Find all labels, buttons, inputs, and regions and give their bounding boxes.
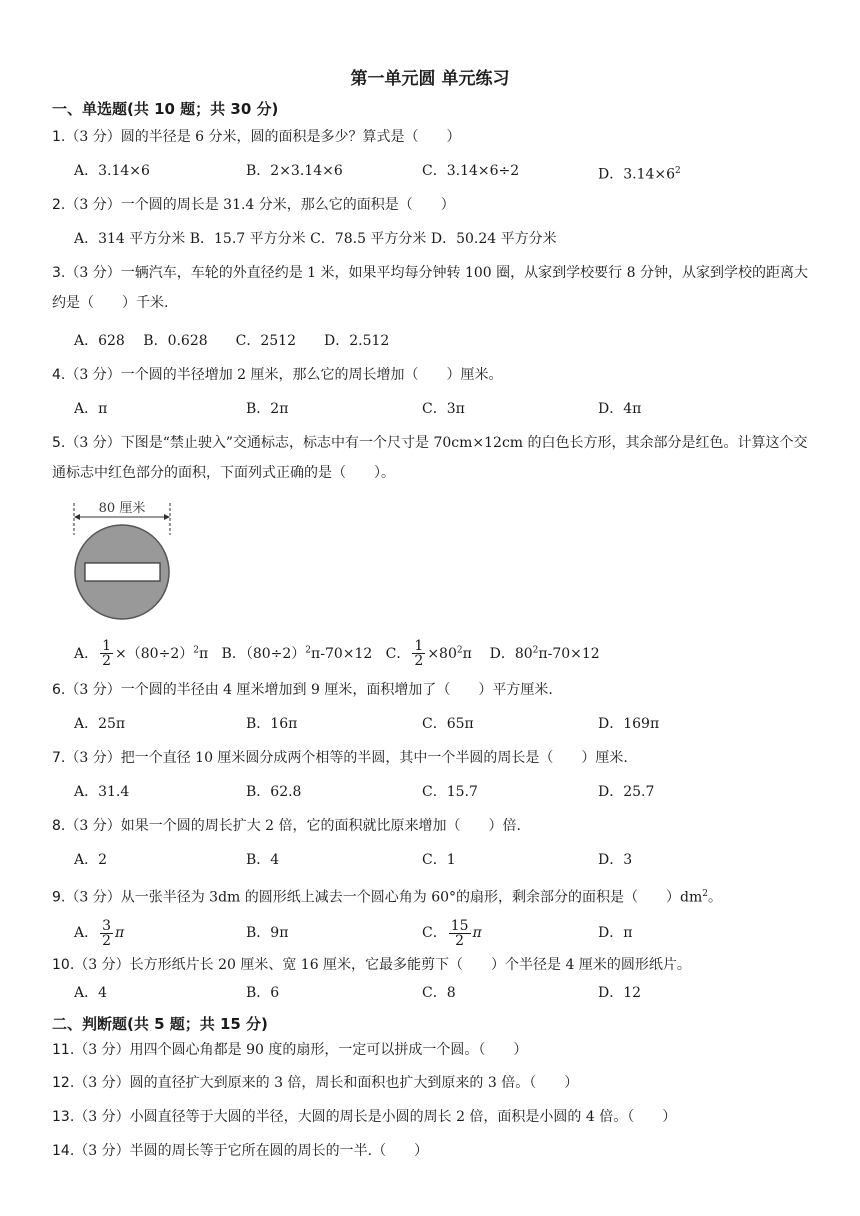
option-c[interactable]: C．15.7 <box>422 784 478 800</box>
question-text: （3 分）一个圆的周长是 31.4 分米，那么它的面积是（ ） <box>65 197 455 213</box>
option-a-label: A． <box>74 925 99 941</box>
option-d-tail: π-70×12 <box>538 645 600 662</box>
question-9 <box>52 879 814 913</box>
dimension-arrow-right <box>164 514 170 520</box>
option-a-pi: π <box>198 645 209 662</box>
option-c-pi: π <box>462 645 472 662</box>
option-d[interactable]: D．4π <box>598 401 642 417</box>
option-c-text: ×80 <box>427 645 457 662</box>
option-c[interactable]: C．8 <box>422 985 456 1001</box>
section-heading-single-choice: 一、单选题(共 10 题；共 30 分) <box>52 100 279 118</box>
option-d[interactable]: D．12 <box>598 985 642 1001</box>
fraction <box>412 639 425 668</box>
superscript: 2 <box>456 645 463 655</box>
option-b[interactable] <box>222 646 373 662</box>
option-a[interactable]: A．2 <box>74 852 108 868</box>
option-b[interactable]: B．9π <box>246 925 289 941</box>
question-text: （3 分）一个圆的半径由 4 厘米增加到 9 厘米，面积增加了（ ）平方厘米. <box>65 682 553 698</box>
question-text: （3 分）长方形纸片长 20 厘米、宽 16 厘米，它最多能剪下（ ）个半径是 4 厘米的圆形纸片。 <box>74 957 691 973</box>
superscript: 2 <box>532 645 539 655</box>
denominator: 2 <box>102 653 112 670</box>
denominator: 2 <box>414 653 424 670</box>
option-a-label: A． <box>74 645 99 662</box>
question-number: 10. <box>52 957 75 973</box>
option-c[interactable]: C．65π <box>422 716 474 732</box>
sign-white-rectangle <box>85 563 160 581</box>
options-8 <box>74 845 814 875</box>
option-b[interactable]: B．4 <box>246 852 280 868</box>
fraction <box>449 919 471 948</box>
option-d[interactable]: D．25.7 <box>598 784 655 800</box>
question-text: （3 分）如果一个圆的周长扩大 2 倍，它的面积就比原来增加（ ）倍. <box>65 818 521 834</box>
numerator: 1 <box>102 638 112 655</box>
options-9 <box>74 913 814 953</box>
question-number: 11. <box>52 1042 75 1058</box>
options-4 <box>74 394 814 424</box>
question-number: 7. <box>52 750 66 766</box>
option-d[interactable]: D．π <box>598 925 633 941</box>
question-number: 13. <box>52 1109 75 1125</box>
question-number: 8. <box>52 818 66 834</box>
question-number: 9. <box>52 889 66 906</box>
question-text: （3 分）从一张半径为 3dm 的圆形纸上减去一个圆心角为 60°的扇形，剩余部分的面积是（ ）dm <box>65 889 703 906</box>
option-b[interactable]: B．6 <box>246 985 280 1001</box>
superscript: 2 <box>702 889 708 899</box>
option-a[interactable]: A．25π <box>74 716 126 732</box>
question-text: （3 分）半圆的周长等于它所在圆的周长的一半.（ ） <box>74 1143 429 1159</box>
option-b[interactable]: B．62.8 <box>246 784 302 800</box>
options-1 <box>74 156 814 186</box>
question-text: （3 分）小圆直径等于大圆的半径，大圆的周长是小圆的周长 2 倍，面积是小圆的 4 倍。（ ） <box>74 1109 677 1125</box>
question-11 <box>52 1035 814 1065</box>
question-1 <box>52 122 814 152</box>
question-number: 2. <box>52 197 66 213</box>
options-2[interactable]: A．314 平方分米 B．15.7 平方分米 C．78.5 平方分米 D．50.24 平方分米 <box>74 231 557 247</box>
option-a[interactable] <box>74 638 209 670</box>
question-number: 12. <box>52 1075 75 1091</box>
question-text: （3 分）下图是“禁止驶入”交通标志，标志中有一个尺寸是 70cm×12cm 的白色长方形，其余部分是红色。计算这个交通标志中红色部分的面积，下面列式正确的是（ ）。 <box>52 435 808 481</box>
question-14 <box>52 1136 814 1166</box>
no-entry-sign-figure <box>68 495 178 625</box>
dimension-label: 80 厘米 <box>98 501 146 516</box>
option-c[interactable]: C．3π <box>422 401 465 417</box>
question-text-end: 。 <box>708 889 722 906</box>
options-10 <box>74 978 814 1008</box>
option-d[interactable]: D．169π <box>598 716 660 732</box>
superscript: 2 <box>675 166 681 176</box>
question-text: （3 分）圆的半径是 6 分米，圆的面积是多少？算式是（ ） <box>65 129 461 145</box>
option-c-label: C． <box>422 925 447 941</box>
option-b[interactable]: B．16π <box>246 716 298 732</box>
option-c[interactable]: C．1 <box>422 852 456 868</box>
numerator: 15 <box>450 917 469 934</box>
option-c[interactable] <box>385 638 472 670</box>
question-number: 3. <box>52 265 66 281</box>
option-a[interactable]: A．31.4 <box>74 784 130 800</box>
question-7 <box>52 743 814 773</box>
option-a[interactable]: A．π <box>74 401 108 417</box>
question-10 <box>52 950 814 980</box>
option-d[interactable] <box>598 156 681 190</box>
superscript: 2 <box>305 645 312 655</box>
option-b-text: B．（80÷2） <box>221 645 306 662</box>
fraction <box>100 919 113 948</box>
question-text: （3 分）圆的直径扩大到原来的 3 倍，周长和面积也扩大到原来的 3 倍。（ ） <box>74 1075 579 1091</box>
option-c[interactable] <box>422 913 482 953</box>
option-b[interactable]: B．2×3.14×6 <box>246 163 343 179</box>
question-text: （3 分）用四个圆心角都是 90 度的扇形，一定可以拼成一个圆。（ ） <box>74 1042 528 1058</box>
options-3[interactable]: A．628 B．0.628 C．2512 D．2.512 <box>74 333 390 349</box>
dimension-arrow-left <box>74 514 80 520</box>
page-title: 第一单元圆 单元练习 <box>350 69 510 89</box>
question-12 <box>52 1068 814 1098</box>
question-number: 4. <box>52 367 66 383</box>
option-d-text: D．3.14×6 <box>598 166 676 183</box>
question-6 <box>52 675 814 705</box>
question-8 <box>52 811 814 841</box>
pi-symbol: π <box>115 925 125 941</box>
option-c[interactable]: C．3.14×6÷2 <box>422 163 520 179</box>
question-number: 6. <box>52 682 66 698</box>
options-7 <box>74 777 814 807</box>
section-heading-true-false: 二、判断题(共 5 题；共 15 分) <box>52 1015 268 1033</box>
question-2 <box>52 190 814 220</box>
question-text: （3 分）一个圆的半径增加 2 厘米，那么它的周长增加（ ）厘米。 <box>65 367 503 383</box>
option-d[interactable]: D．3 <box>598 852 633 868</box>
options-6 <box>74 709 814 739</box>
question-number: 14. <box>52 1143 75 1159</box>
denominator: 2 <box>102 932 112 949</box>
option-b[interactable]: B．2π <box>246 401 289 417</box>
question-3 <box>52 258 814 318</box>
question-text: （3 分）把一个直径 10 厘米圆分成两个相等的半圆，其中一个半圆的周长是（ ）厘米. <box>65 750 628 766</box>
option-a-text: ×（80÷2） <box>115 645 194 662</box>
option-b-tail: π-70×12 <box>311 645 373 662</box>
denominator: 2 <box>455 932 465 949</box>
question-text: （3 分）一辆汽车，车轮的外直径约是 1 米，如果平均每分钟转 100 圈，从家到学校要行 8 分钟，从家到学校的距离大约是（ ）千米. <box>52 265 808 311</box>
fraction <box>100 639 113 668</box>
superscript: 2 <box>193 645 199 655</box>
option-d[interactable] <box>490 646 600 662</box>
option-a[interactable] <box>74 913 124 953</box>
numerator: 1 <box>414 638 424 655</box>
question-number: 5. <box>52 435 66 451</box>
option-c-label: C． <box>385 645 411 662</box>
option-d-text: D．80 <box>489 645 533 662</box>
options-5 <box>74 632 600 672</box>
question-4 <box>52 360 814 390</box>
pi-symbol: π <box>472 925 482 941</box>
option-a[interactable]: A．4 <box>74 985 108 1001</box>
question-13 <box>52 1102 814 1132</box>
question-number: 1. <box>52 129 66 145</box>
option-a[interactable]: A．3.14×6 <box>74 163 150 179</box>
question-5 <box>52 428 814 488</box>
numerator: 3 <box>102 917 112 934</box>
